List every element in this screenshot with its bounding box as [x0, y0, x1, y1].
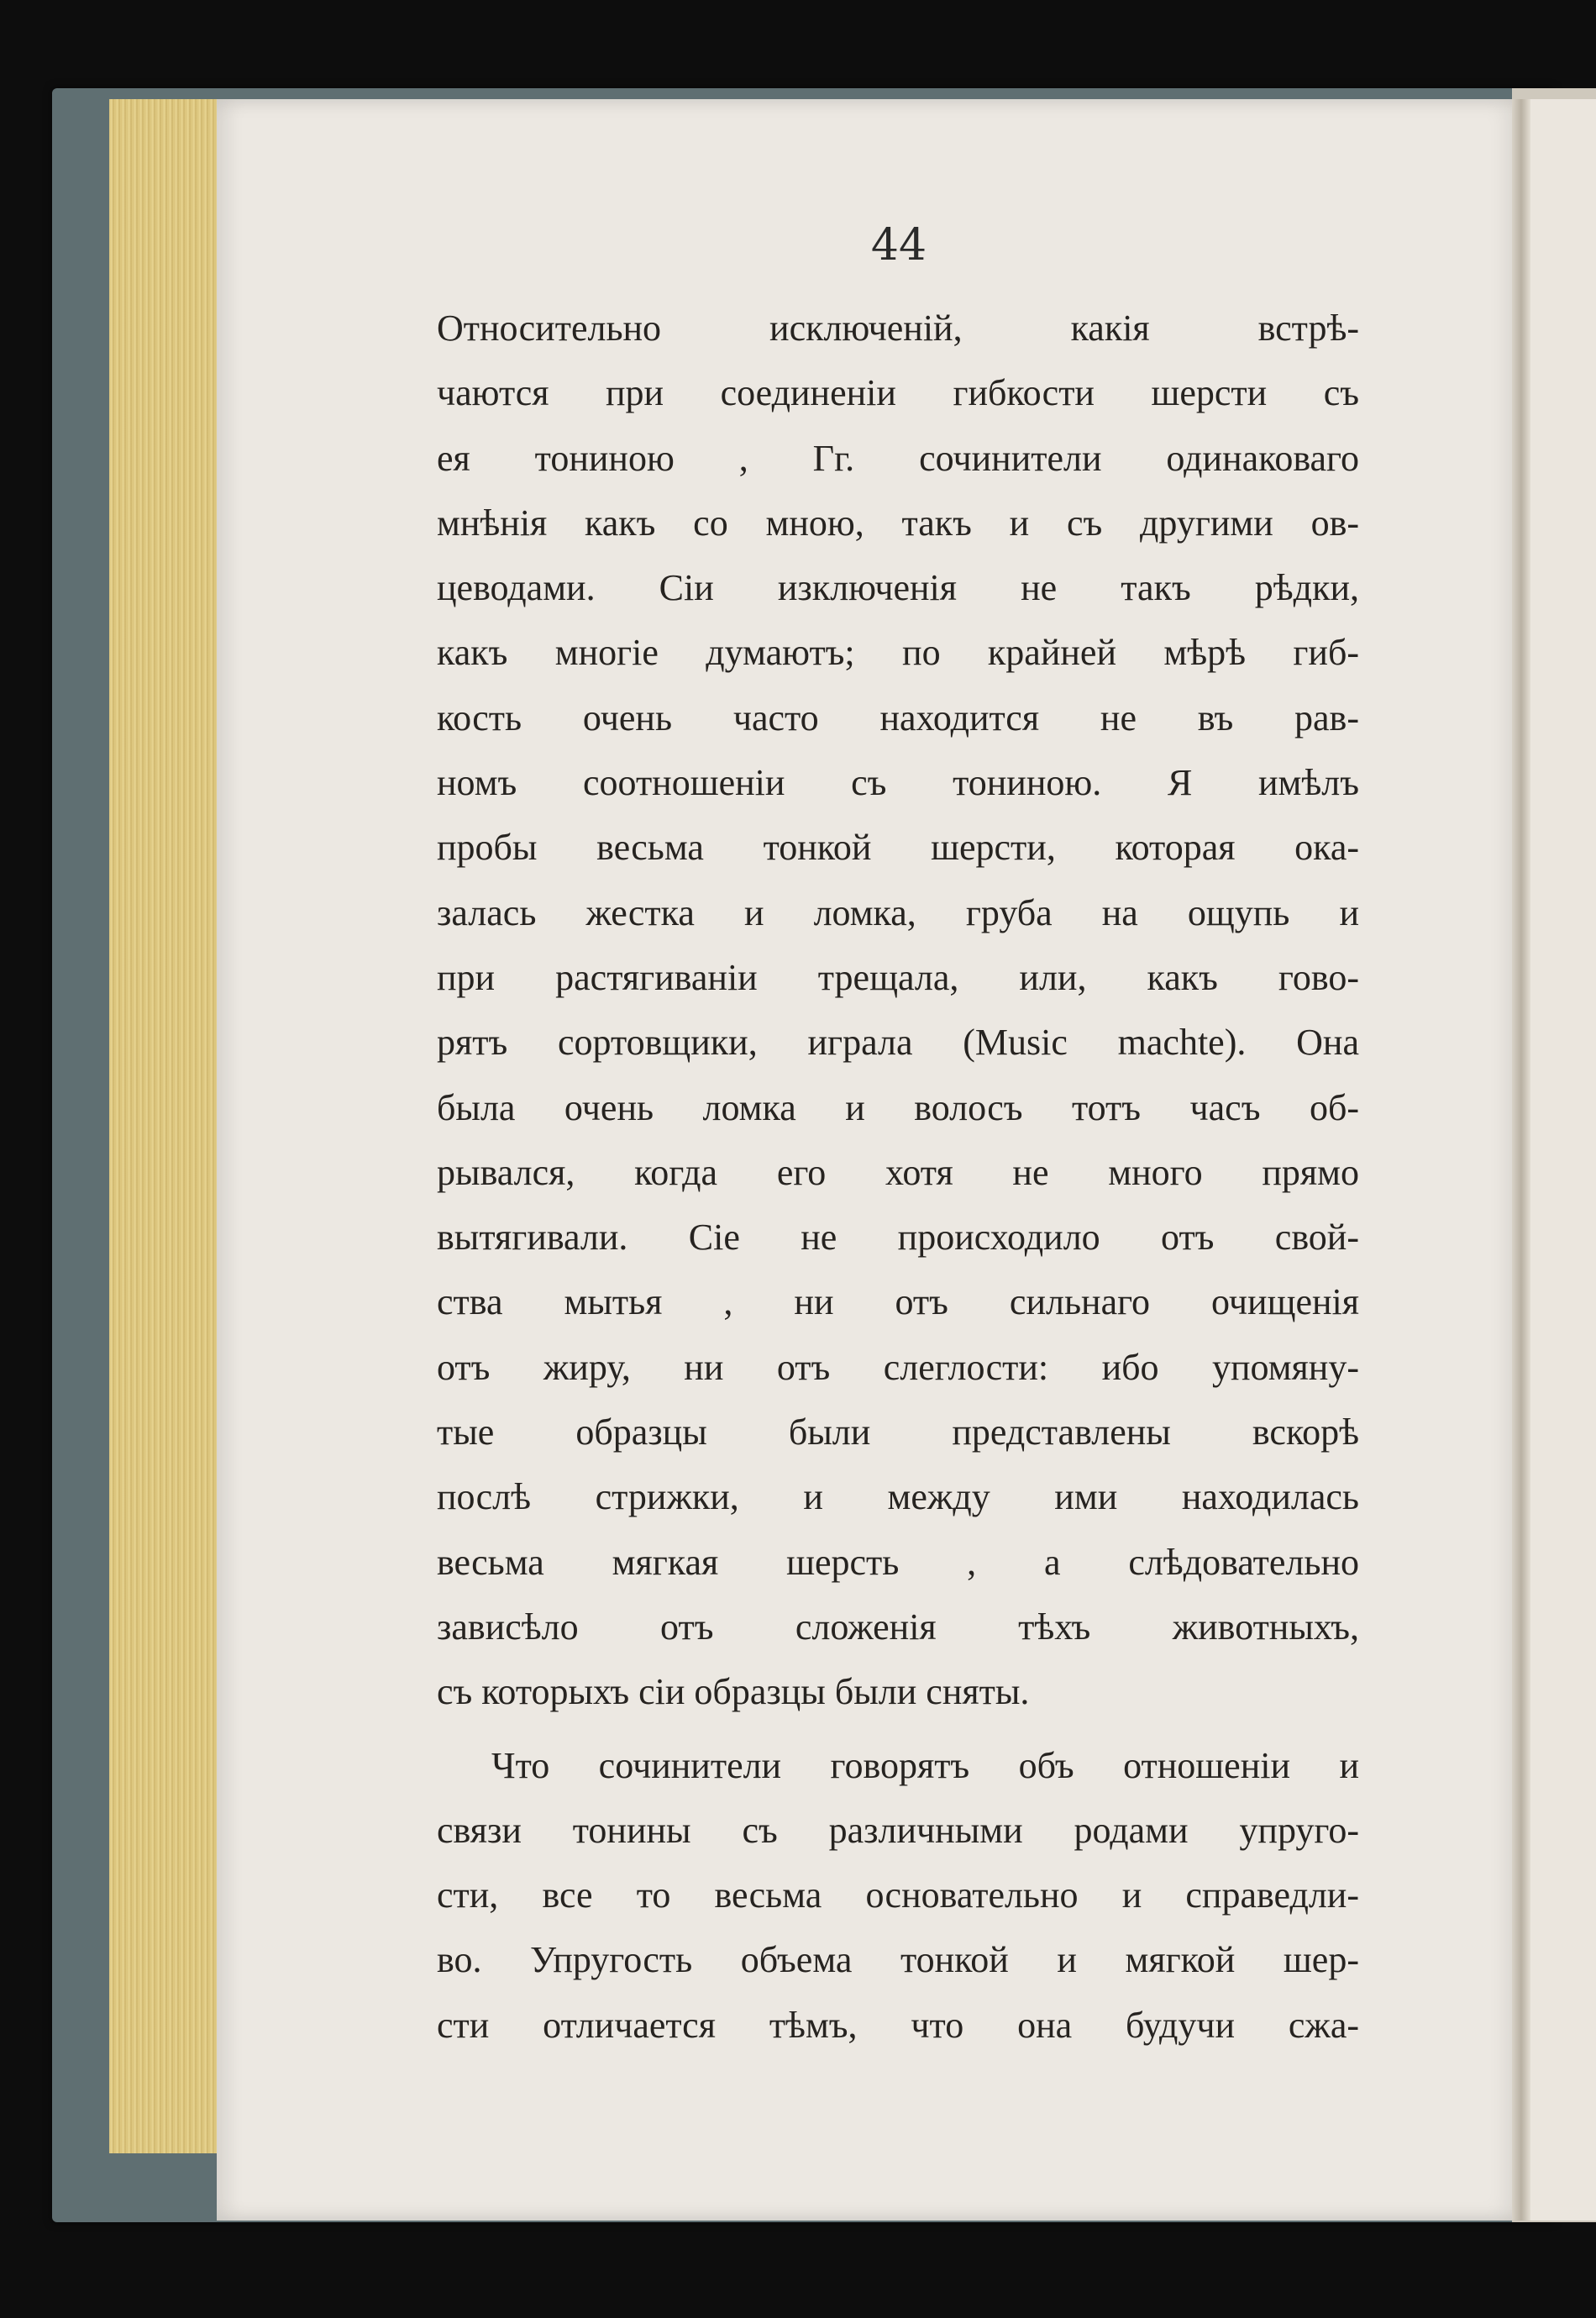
text-line: ея тониною , Гг. сочинители одинаковаго	[437, 437, 1359, 479]
text-line: во. Упругость объема тонкой и мягкой шер-	[437, 1939, 1359, 1981]
text-line: рятъ сортовщики, играла (Music machte). Она	[437, 1022, 1359, 1064]
facing-page-edge	[1530, 99, 1596, 2221]
text-line: была очень ломка и волосъ тотъ часъ об-	[437, 1086, 1359, 1128]
text-line: послѣ стрижки, и между ими находилась	[437, 1476, 1359, 1518]
text-line: Относительно исключеній, какія встрѣ-	[437, 307, 1359, 349]
text-line: Что сочинители говорятъ объ отношеніи и	[491, 1744, 1359, 1786]
text-line: зависѣло отъ сложенія тѣхъ животныхъ,	[437, 1606, 1359, 1648]
text-line: кость очень часто находится не въ рав-	[437, 696, 1359, 739]
page-edges	[109, 99, 218, 2153]
text-line: ства мытья , ни отъ сильнаго очищенія	[437, 1281, 1359, 1323]
paragraph-2	[437, 1733, 1359, 2058]
text-line: чаются при соединеніи гибкости шерсти съ	[437, 372, 1359, 414]
text-line: какъ многіе думаютъ; по крайней мѣрѣ гиб-	[437, 632, 1359, 674]
text-line: рывался, когда его хотя не много прямо	[437, 1151, 1359, 1193]
page-number: 44	[870, 220, 927, 271]
text-line: тые образцы были представлены вскорѣ	[437, 1411, 1359, 1453]
text-line: связи тонины съ различными родами упруго-	[437, 1809, 1359, 1851]
text-line: сти отличается тѣмъ, что она будучи сжа-	[437, 2004, 1359, 2046]
text-line: вытягивали. Сіе не происходило отъ свой-	[437, 1217, 1359, 1259]
paragraph-1	[437, 296, 1359, 1725]
text-line: отъ жиру, ни отъ слеглости: ибо упомяну-	[437, 1346, 1359, 1388]
text-line: съ которыхъ сіи образцы были сняты.	[437, 1671, 1030, 1713]
text-line: номъ соотношеніи съ тониною. Я имѣлъ	[437, 762, 1359, 804]
text-line: пробы весьма тонкой шерсти, которая ока-	[437, 827, 1359, 869]
page-text	[437, 296, 1359, 2058]
text-line: при растягиваніи трещала, или, какъ гово-	[437, 956, 1359, 998]
text-line: мнѣнія какъ со мною, такъ и съ другими ов-	[437, 502, 1359, 544]
text-line: сти, все то весьма основательно и справедли-	[437, 1874, 1359, 1916]
text-line: залась жестка и ломка, груба на ощупь и	[437, 891, 1359, 933]
text-line: весьма мягкая шерсть , а слѣдовательно	[437, 1541, 1359, 1583]
text-line: цеводами. Сіи изключенія не такъ рѣдки,	[437, 567, 1359, 609]
book-gutter	[1512, 99, 1530, 2221]
